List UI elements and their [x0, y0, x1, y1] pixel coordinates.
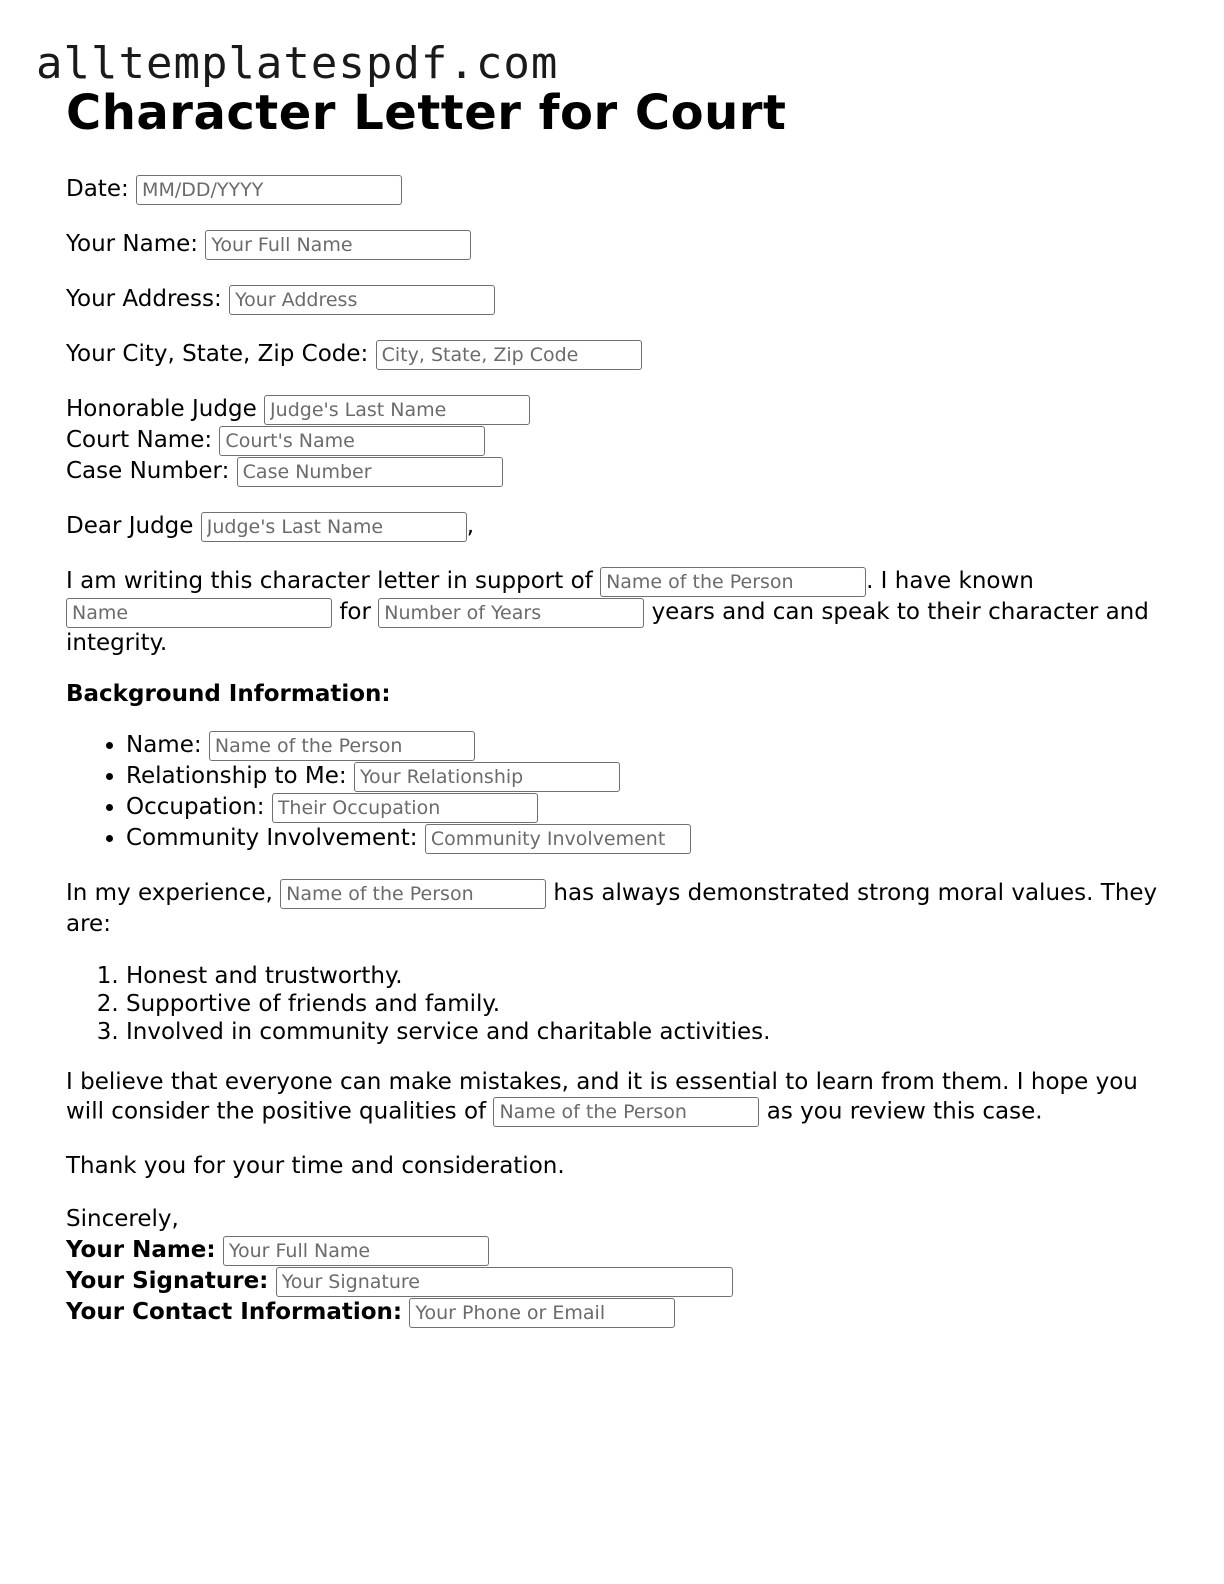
- intro-text-4: years and can speak to their character and integrity.: [66, 599, 1149, 656]
- intro-text-2: . I have known: [866, 568, 1034, 594]
- court-input[interactable]: [219, 426, 485, 456]
- address-label: Your Address:: [66, 286, 222, 312]
- intro-paragraph: [66, 566, 1176, 659]
- judge-row: [66, 394, 1176, 425]
- watermark: alltemplatespdf.com: [36, 38, 559, 89]
- list-item: 3. Involved in community service and charitable activities.: [126, 1018, 1176, 1046]
- case-label: Case Number:: [66, 458, 230, 484]
- background-name-input[interactable]: [209, 731, 475, 761]
- judge-label: Honorable Judge: [66, 396, 257, 422]
- belief-text-1: I believe that everyone can make mistakes, and it is essential to learn from them. I hope you will consider the positive qualities of: [66, 1069, 1138, 1125]
- background-item-community: [126, 823, 1176, 854]
- city-label: Your City, State, Zip Code:: [66, 341, 369, 367]
- your-name-input[interactable]: [205, 230, 471, 260]
- date-label: Date:: [66, 176, 129, 202]
- intro-person-input[interactable]: [600, 567, 866, 597]
- background-item-relationship: [126, 761, 1176, 792]
- salutation-judge-input[interactable]: [201, 512, 467, 542]
- belief-paragraph: [66, 1068, 1176, 1127]
- court-row: [66, 425, 1176, 456]
- contact-row: [66, 1297, 1176, 1328]
- address-row: [66, 284, 1176, 315]
- closing-name-label: Your Name:: [66, 1237, 216, 1263]
- belief-text-2: as you review this case.: [766, 1098, 1043, 1125]
- salutation: [66, 511, 1176, 542]
- experience-text-1: In my experience,: [66, 880, 273, 906]
- signature-row: [66, 1266, 1176, 1297]
- closing-name-input[interactable]: [223, 1236, 489, 1266]
- letter-form: [66, 84, 1176, 1328]
- closing-block: [66, 1204, 1176, 1328]
- background-item-occupation: [126, 792, 1176, 823]
- background-item-name: [126, 730, 1176, 761]
- intro-years-input[interactable]: [378, 598, 644, 628]
- experience-paragraph: [66, 878, 1176, 940]
- signature-label: Your Signature:: [66, 1268, 269, 1294]
- city-row: [66, 339, 1176, 370]
- background-label: Occupation:: [126, 794, 265, 820]
- judge-input[interactable]: [264, 395, 530, 425]
- address-input[interactable]: [229, 285, 495, 315]
- intro-text-1: I am writing this character letter in support of: [66, 568, 593, 594]
- contact-input[interactable]: [409, 1298, 675, 1328]
- contact-label: Your Contact Information:: [66, 1299, 403, 1325]
- background-label: Name:: [126, 732, 202, 758]
- city-input[interactable]: [376, 340, 642, 370]
- background-heading: Background Information:: [66, 681, 391, 707]
- background-list: [66, 730, 1176, 854]
- court-label: Court Name:: [66, 427, 213, 453]
- name-row: [66, 229, 1176, 260]
- background-label: Community Involvement:: [126, 825, 418, 851]
- case-input[interactable]: [237, 457, 503, 487]
- experience-text-2: has always demonstrated strong moral values. They are:: [66, 880, 1158, 937]
- date-input[interactable]: [136, 175, 402, 205]
- belief-person-input[interactable]: [493, 1097, 759, 1127]
- background-label: Relationship to Me:: [126, 763, 347, 789]
- experience-person-input[interactable]: [280, 879, 546, 909]
- signature-input[interactable]: [276, 1267, 733, 1297]
- page-title: Character Letter for Court: [66, 85, 787, 141]
- closing-name-row: [66, 1235, 1176, 1266]
- relationship-input[interactable]: [354, 762, 620, 792]
- salutation-prefix: Dear Judge: [66, 513, 194, 539]
- salutation-comma: ,: [466, 513, 475, 539]
- list-item: 1. Honest and trustworthy.: [126, 962, 1176, 990]
- date-row: [66, 174, 1176, 205]
- occupation-input[interactable]: [272, 793, 538, 823]
- sincerely-text: Sincerely,: [66, 1206, 179, 1232]
- intro-text-3: for: [339, 599, 371, 625]
- thanks-text: Thank you for your time and consideration.: [66, 1153, 565, 1179]
- qualities-list: [66, 962, 1176, 1046]
- community-input[interactable]: [425, 824, 691, 854]
- list-item: 2. Supportive of friends and family.: [126, 990, 1176, 1018]
- case-row: [66, 456, 1176, 487]
- court-block: [66, 394, 1176, 487]
- your-name-label: Your Name:: [66, 231, 199, 257]
- intro-name-input[interactable]: [66, 598, 332, 628]
